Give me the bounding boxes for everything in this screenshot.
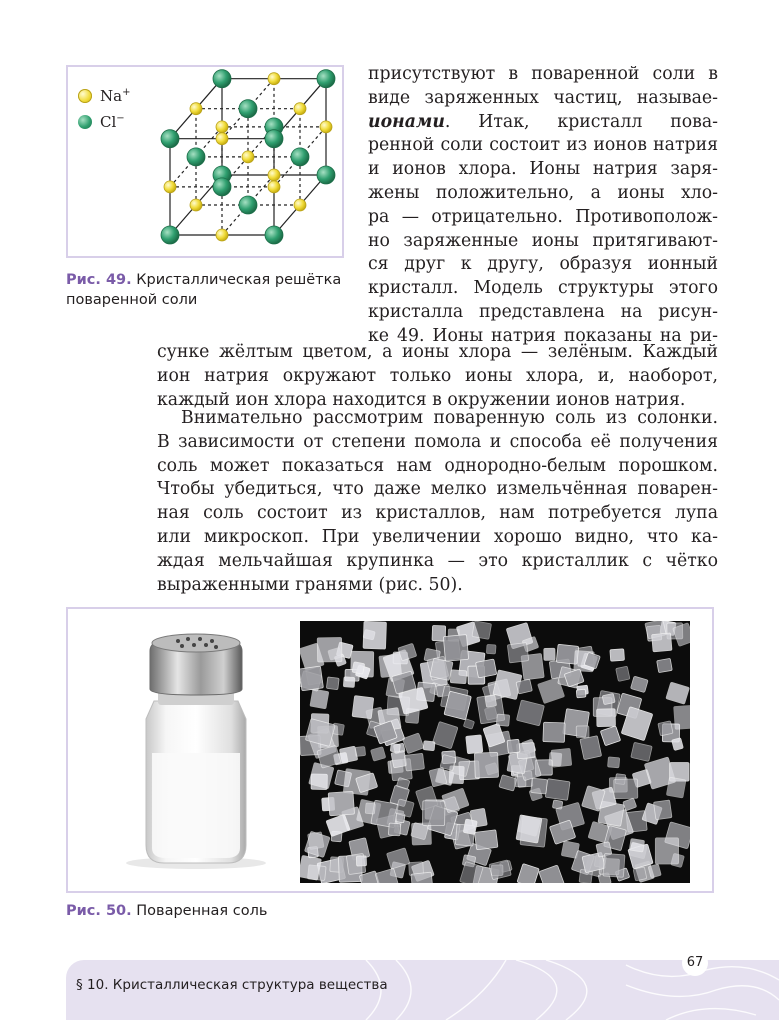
salt-crystal	[326, 677, 339, 690]
salt-crystal	[463, 819, 477, 835]
figure-50-frame	[66, 607, 714, 893]
salt-crystal	[602, 693, 615, 704]
salt-crystal	[317, 637, 342, 662]
salt-crystal	[356, 856, 366, 866]
salt-crystal	[603, 853, 625, 877]
chloride-ion-icon	[78, 115, 92, 129]
salt-crystal	[608, 757, 620, 768]
chloride-ion	[213, 178, 231, 196]
salt-crystal	[300, 666, 323, 691]
salt-crystal	[576, 726, 589, 738]
sodium-ion	[216, 229, 228, 241]
chloride-ion	[161, 226, 179, 244]
salt-shaker-photo	[96, 623, 296, 873]
salt-crystal	[652, 633, 672, 652]
text-line: и ионов хлора. Ионы натрия заря-	[368, 159, 718, 180]
text-line: сунке жёлтым цветом, а ионы хлора — зелёным. Каждый	[157, 342, 718, 362]
salt-crystal	[422, 801, 445, 826]
legend-label-sodium: Na+	[100, 87, 131, 105]
figure-50-number: Рис. 50.	[66, 903, 132, 919]
salt-crystal	[485, 695, 497, 707]
text-line: ся друг к другу, образуя ионный	[368, 254, 718, 275]
text-line: Внимательно рассмотрим поваренную соль из солонки.	[181, 408, 718, 428]
salt-crystal	[674, 705, 690, 729]
salt-crystal	[328, 791, 354, 816]
salt-crystal	[616, 666, 630, 681]
chloride-ion	[317, 166, 335, 184]
salt-crystal	[507, 739, 520, 753]
salt-crystal	[475, 830, 498, 850]
salt-crystal	[543, 722, 565, 742]
salt-crystal	[365, 803, 375, 814]
salt-crystal	[516, 815, 542, 843]
salt-crystal	[614, 779, 638, 799]
salt-crystal	[310, 689, 329, 709]
salt-crystal	[466, 735, 483, 754]
salt-crystal	[474, 752, 498, 778]
text-line: или микроскоп. При увеличении хорошо видно, что ка-	[157, 526, 718, 547]
salt-crystal	[343, 677, 355, 688]
text-line: присутствуют в поваренной соли в	[368, 64, 718, 84]
chloride-ion	[213, 70, 231, 88]
legend-item-chloride	[78, 109, 130, 135]
text-line: Чтобы убедиться, что даже мелко измельчённая поварен-	[157, 479, 718, 500]
footer-section-title: § 10. Кристаллическая структура вещества	[76, 977, 388, 993]
salt-crystal	[545, 779, 570, 801]
salt-crystal	[486, 644, 496, 654]
chloride-ion	[239, 196, 257, 214]
salt-crystal	[544, 648, 555, 660]
salt-crystal	[412, 823, 432, 845]
paragraph-2	[157, 407, 718, 597]
salt-crystal	[404, 753, 424, 771]
term-ions: ионами	[368, 111, 445, 132]
salt-crystal	[423, 741, 435, 751]
salt-crystal	[507, 643, 528, 663]
figure-49-frame	[66, 65, 344, 258]
salt-crystal	[610, 649, 625, 661]
salt-crystal	[653, 800, 671, 820]
text-line: соль может показаться нам однородно-белым порошком.	[157, 455, 718, 476]
text-line: ионами. Итак, кристалл пова-	[368, 111, 718, 132]
chloride-ion	[317, 70, 335, 88]
text-line: жены положительно, а ионы хло-	[368, 182, 718, 203]
sodium-ion	[294, 103, 306, 115]
sodium-ion	[190, 103, 202, 115]
sodium-ion	[268, 181, 280, 193]
salt-crystal	[655, 838, 678, 864]
salt-crystal	[516, 679, 532, 694]
salt-crystal	[580, 736, 602, 760]
salt-crystal	[430, 658, 453, 680]
figure-49-number: Рис. 49.	[66, 272, 132, 288]
figure-49-caption	[66, 270, 346, 310]
sodium-ion	[164, 181, 176, 193]
salt-crystal	[388, 823, 400, 836]
chloride-ion	[291, 148, 309, 166]
salt-crystal	[551, 748, 572, 767]
salt-crystal	[496, 714, 509, 726]
text-line: ная соль состоит из кристаллов, нам потребуется лупа	[157, 503, 718, 524]
sodium-ion	[190, 199, 202, 211]
sodium-ion	[216, 133, 228, 145]
paragraph-1-continued	[157, 341, 718, 412]
text-line: кристалла представлена на рисун-	[368, 301, 718, 322]
figure-50-caption	[66, 903, 267, 919]
chloride-ion	[239, 100, 257, 118]
legend-label-chloride: Cl−	[100, 113, 125, 131]
text-line: ждая мельчайшая крупинка — это кристаллик с чётко	[157, 550, 718, 571]
salt-crystal	[472, 621, 492, 639]
salt-crystal	[443, 635, 468, 662]
salt-crystal	[476, 659, 497, 678]
legend-item-sodium	[78, 83, 130, 109]
salt-crystal	[666, 777, 686, 798]
figure-50-caption-text: Поваренная соль	[131, 903, 268, 919]
salt-crystal	[576, 689, 586, 698]
salt-crystal	[531, 778, 548, 794]
salt-crystal	[633, 867, 647, 881]
page-number: 67	[682, 950, 708, 976]
salt-crystal	[411, 872, 433, 883]
text-line: выраженными гранями (рис. 50).	[157, 574, 463, 595]
salt-crystal	[657, 658, 673, 672]
paragraph-1	[368, 63, 718, 349]
salt-crystal	[450, 670, 466, 684]
sodium-ion	[294, 199, 306, 211]
text-line: ренной соли состоит из ионов натрия	[368, 135, 718, 156]
salt-crystal	[390, 743, 400, 752]
sodium-ion	[216, 121, 228, 133]
salt-crystal	[352, 662, 365, 674]
sodium-ion	[320, 121, 332, 133]
figure-49-caption-text: Кристаллическая решётка поваренной соли	[66, 272, 342, 308]
salt-crystal	[300, 855, 321, 880]
nacl-lattice-diagram	[148, 67, 344, 257]
page-footer	[66, 960, 779, 1020]
text-line: ра — отрицательно. Противополож-	[368, 206, 718, 227]
sodium-ion	[268, 169, 280, 181]
salt-crystal	[440, 754, 456, 770]
text-line: виде заряженных частиц, называе-	[368, 87, 718, 108]
text-line: ион натрия окружают только ионы хлора, и, наоборот,	[157, 365, 718, 386]
salt-crystal	[363, 621, 386, 649]
sodium-ion-icon	[78, 89, 92, 103]
salt-crystal	[629, 839, 644, 852]
chloride-ion	[265, 130, 283, 148]
lattice-legend	[78, 83, 130, 135]
sodium-ion	[242, 151, 254, 163]
text-line: кристалл. Модель структуры этого	[368, 278, 718, 299]
salt-crystal	[658, 721, 673, 736]
text-line: ке 49. Ионы натрия показаны на ри-	[368, 325, 718, 346]
text-line: В зависимости от степени помола и способа её получения	[157, 431, 718, 452]
salt-crystal	[352, 696, 374, 719]
sodium-ion	[268, 73, 280, 85]
chloride-ion	[161, 130, 179, 148]
text-line: но заряженные ионы притягивают-	[368, 230, 718, 251]
salt-crystal	[597, 709, 616, 727]
salt-crystals-photo	[300, 621, 690, 883]
chloride-ion	[187, 148, 205, 166]
text-line: каждый ион хлора находится в окружении ионов натрия.	[157, 389, 686, 410]
chloride-ion	[265, 226, 283, 244]
